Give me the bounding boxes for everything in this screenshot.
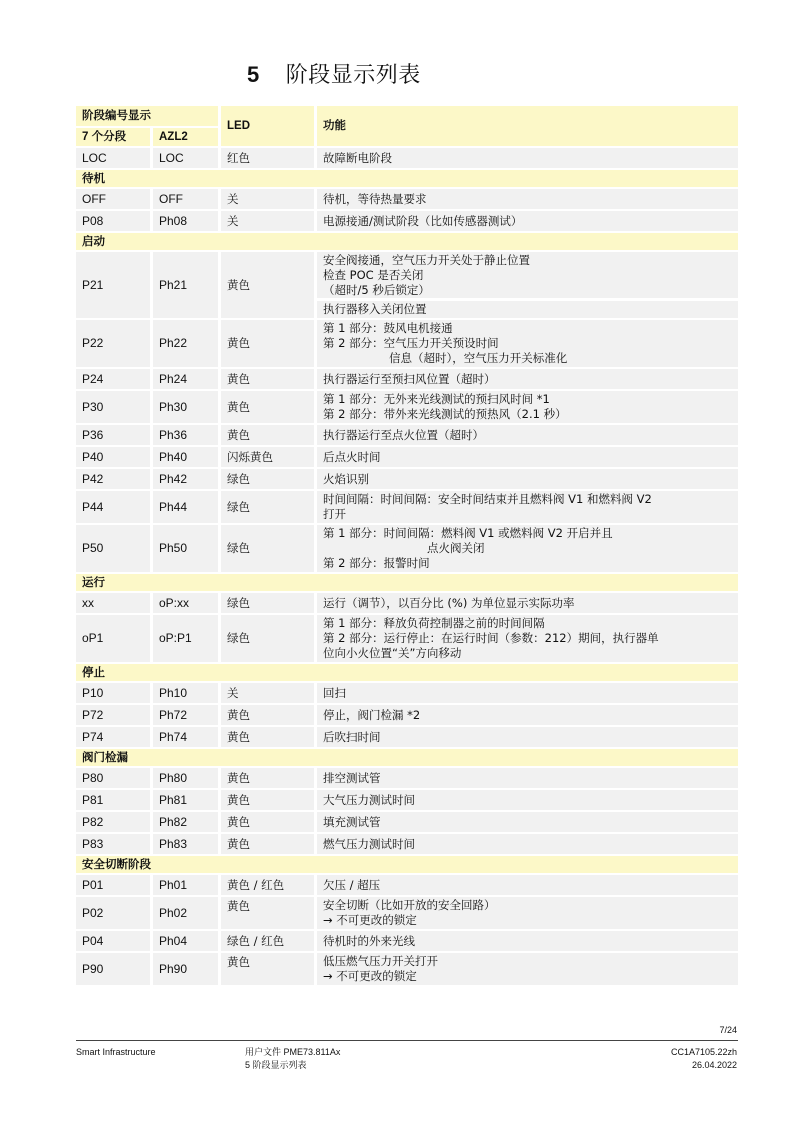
- footer-reference: [671, 1046, 737, 1072]
- led-state: 绿色: [218, 593, 314, 613]
- function-text: 回扫: [314, 683, 738, 703]
- function-text: 后点火时间: [314, 447, 738, 467]
- led-state: 黄色 / 红色: [218, 875, 314, 895]
- function-text: 填充测试管: [314, 812, 738, 832]
- table-row: [76, 790, 738, 810]
- function-text: 火焰识别: [314, 469, 738, 489]
- section-standby: 待机: [76, 170, 738, 187]
- table-row: [76, 705, 738, 725]
- led-state: 黄色: [218, 320, 314, 367]
- table-row: [76, 875, 738, 895]
- function-text: 停止，阀门检漏 *2: [314, 705, 738, 725]
- table-row: [76, 768, 738, 788]
- seg-code: P50: [76, 525, 150, 572]
- function-text: 执行器运行至预扫风位置（超时）: [314, 369, 738, 389]
- function-line: 第 2 部分：带外来光线测试的预热风（2.1 秒）: [323, 407, 567, 421]
- function-line: 位向小火位置“关”方向移动: [323, 646, 462, 660]
- seg-code: P42: [76, 469, 150, 489]
- table-header-row: [76, 106, 738, 126]
- azl-code: Ph04: [150, 931, 218, 951]
- azl-code: Ph02: [150, 897, 218, 929]
- led-state: 闪烁黄色: [218, 447, 314, 467]
- seg-code: P10: [76, 683, 150, 703]
- seg-code: P82: [76, 812, 150, 832]
- header-function: 功能: [314, 106, 738, 146]
- function-text: 待机时的外来光线: [314, 931, 738, 951]
- seg-code: P01: [76, 875, 150, 895]
- seg-code: P02: [76, 897, 150, 929]
- table-row: [76, 391, 738, 423]
- section-header: [76, 574, 738, 591]
- seg-code: oP1: [76, 615, 150, 662]
- footer-doc-title: 用户文件 PME73.811Ax: [245, 1047, 341, 1057]
- seg-code: xx: [76, 593, 150, 613]
- azl-code: Ph82: [150, 812, 218, 832]
- azl-code: Ph40: [150, 447, 218, 467]
- function-line: 信息（超时），空气压力开关标准化: [389, 351, 568, 365]
- header-azl2: AZL2: [150, 128, 218, 146]
- table-row: [76, 683, 738, 703]
- section-shutdown: 停止: [76, 664, 738, 681]
- function-line: 检查 POC 是否关闭: [323, 268, 424, 282]
- table-row: [76, 812, 738, 832]
- header-led: LED: [218, 106, 314, 146]
- table-row: [76, 897, 738, 929]
- table-row: [76, 491, 738, 523]
- led-state: 黄色: [218, 369, 314, 389]
- led-state: 黄色: [218, 727, 314, 747]
- section-operation: 运行: [76, 574, 738, 591]
- header-7seg: 7 个分段: [76, 128, 150, 146]
- function-line: 第 1 部分：鼓风电机接通: [323, 321, 453, 335]
- function-line: 第 1 部分：释放负荷控制器之前的时间间隔: [323, 616, 545, 630]
- function-text: 电源接通/测试阶段（比如传感器测试）: [314, 211, 738, 231]
- function-line: 打开: [323, 507, 346, 521]
- table-row: [76, 615, 738, 662]
- function-line: 第 2 部分：空气压力开关预设时间: [323, 336, 499, 350]
- azl-code: Ph80: [150, 768, 218, 788]
- azl-code: Ph24: [150, 369, 218, 389]
- led-state: 绿色: [218, 525, 314, 572]
- led-state: 黄色: [218, 812, 314, 832]
- function-text: [314, 391, 738, 423]
- seg-code: P04: [76, 931, 150, 951]
- azl-code: Ph44: [150, 491, 218, 523]
- function-line: 低压燃气压力开关打开: [323, 954, 438, 968]
- led-state: 黄色: [218, 705, 314, 725]
- azl-code: Ph08: [150, 211, 218, 231]
- function-line: 第 2 部分：运行停止：在运行时间（参数：212）期间，执行器单: [323, 631, 659, 645]
- function-text: [314, 491, 738, 523]
- section-header: [76, 856, 738, 873]
- table-row: [76, 593, 738, 613]
- led-state: 关: [218, 189, 314, 209]
- azl-code: Ph90: [150, 953, 218, 985]
- function-text: [314, 953, 738, 985]
- table-row: [76, 211, 738, 231]
- led-state: 黄色: [218, 425, 314, 445]
- table-row: [76, 469, 738, 489]
- led-state: 关: [218, 211, 314, 231]
- function-text: 故障断电阶段: [314, 148, 738, 168]
- led-state: 绿色: [218, 491, 314, 523]
- led-state: 黄色: [218, 953, 314, 985]
- azl-code: oP:P1: [150, 615, 218, 662]
- seg-code: P74: [76, 727, 150, 747]
- table-row: [76, 447, 738, 467]
- page-title: [247, 58, 421, 89]
- phase-display-table: [76, 104, 738, 987]
- azl-code: Ph22: [150, 320, 218, 367]
- function-line: → 不可更改的锁定: [323, 913, 417, 927]
- seg-code: P83: [76, 834, 150, 854]
- function-text: 大气压力测试时间: [314, 790, 738, 810]
- section-header: [76, 664, 738, 681]
- azl-code: Ph74: [150, 727, 218, 747]
- seg-code: P30: [76, 391, 150, 423]
- azl-code: Ph81: [150, 790, 218, 810]
- function-line: 安全切断（比如开放的安全回路）: [323, 898, 496, 912]
- function-text: 运行（调节），以百分比 (%) 为单位显示实际功率: [314, 593, 738, 613]
- section-header: [76, 749, 738, 766]
- function-text: [314, 525, 738, 572]
- led-state: 黄色: [218, 834, 314, 854]
- function-line: 时间间隔：时间间隔：安全时间结束并且燃料阀 V1 和燃料阀 V2: [323, 492, 652, 506]
- table-row: [76, 320, 738, 367]
- function-line: （超时/5 秒后锁定）: [323, 283, 430, 297]
- seg-code: P80: [76, 768, 150, 788]
- led-state: 黄色: [218, 790, 314, 810]
- footer-doc-number: CC1A7105.22zh: [670, 1047, 737, 1057]
- chapter-title: 阶段显示列表: [285, 63, 421, 88]
- led-state: 黄色: [218, 391, 314, 423]
- led-state: 绿色 / 红色: [218, 931, 314, 951]
- azl-code: Ph83: [150, 834, 218, 854]
- azl-code: Ph36: [150, 425, 218, 445]
- azl-code: Ph72: [150, 705, 218, 725]
- seg-code: P90: [76, 953, 150, 985]
- footer-divider: [76, 1040, 738, 1041]
- function-text: [314, 252, 738, 318]
- led-state: 绿色: [218, 469, 314, 489]
- table-row: [76, 148, 738, 168]
- azl-code: LOC: [150, 148, 218, 168]
- function-line: 点火阀关闭: [427, 541, 485, 555]
- table-row: [76, 189, 738, 209]
- led-state: 绿色: [218, 615, 314, 662]
- seg-code: LOC: [76, 148, 150, 168]
- seg-code: P81: [76, 790, 150, 810]
- led-state: 黄色: [218, 252, 314, 318]
- azl-code: OFF: [150, 189, 218, 209]
- table-row: [76, 525, 738, 572]
- function-text: [314, 615, 738, 662]
- azl-code: Ph21: [150, 252, 218, 318]
- azl-code: Ph01: [150, 875, 218, 895]
- table-row: [76, 252, 738, 318]
- function-line: 执行器移入关闭位置: [317, 298, 738, 317]
- led-state: 黄色: [218, 768, 314, 788]
- section-startup: 启动: [76, 233, 738, 250]
- function-line: 安全阀接通，空气压力开关处于静止位置: [323, 253, 530, 267]
- function-text: 执行器运行至点火位置（超时）: [314, 425, 738, 445]
- table-row: [76, 931, 738, 951]
- azl-code: Ph30: [150, 391, 218, 423]
- function-line: → 不可更改的锁定: [323, 969, 417, 983]
- function-text: 欠压 / 超压: [314, 875, 738, 895]
- section-header: [76, 170, 738, 187]
- led-state: 关: [218, 683, 314, 703]
- footer-company: Smart Infrastructure: [76, 1047, 156, 1057]
- function-text: 待机，等待热量要求: [314, 189, 738, 209]
- azl-code: oP:xx: [150, 593, 218, 613]
- led-state: 红色: [218, 148, 314, 168]
- seg-code: P22: [76, 320, 150, 367]
- seg-code: P21: [76, 252, 150, 318]
- function-text: [314, 320, 738, 367]
- seg-code: P08: [76, 211, 150, 231]
- table-row: [76, 425, 738, 445]
- table-row: [76, 834, 738, 854]
- table-row: [76, 953, 738, 985]
- function-text: [314, 897, 738, 929]
- seg-code: OFF: [76, 189, 150, 209]
- footer-document: [245, 1046, 340, 1072]
- table-row: [76, 369, 738, 389]
- azl-code: Ph10: [150, 683, 218, 703]
- section-safety: 安全切断阶段: [76, 856, 738, 873]
- seg-code: P40: [76, 447, 150, 467]
- seg-code: P24: [76, 369, 150, 389]
- footer-date: 26.04.2022: [691, 1060, 737, 1070]
- function-text: 后吹扫时间: [314, 727, 738, 747]
- chapter-number: 5: [247, 62, 260, 87]
- footer-chapter: 5 阶段显示列表: [245, 1060, 307, 1070]
- function-text: 燃气压力测试时间: [314, 834, 738, 854]
- seg-code: P44: [76, 491, 150, 523]
- page-number: 7/24: [719, 1025, 737, 1035]
- table-row: [76, 727, 738, 747]
- seg-code: P72: [76, 705, 150, 725]
- azl-code: Ph50: [150, 525, 218, 572]
- function-line: 第 1 部分：无外来光线测试的预扫风时间 *1: [323, 392, 550, 406]
- header-phase-display: 阶段编号显示: [76, 106, 218, 126]
- function-line: 第 2 部分：报警时间: [323, 556, 430, 570]
- seg-code: P36: [76, 425, 150, 445]
- led-state: 黄色: [218, 897, 314, 929]
- section-valve-check: 阀门检漏: [76, 749, 738, 766]
- section-header: [76, 233, 738, 250]
- function-line: 第 1 部分：时间间隔：燃料阀 V1 或燃料阀 V2 开启并且: [323, 526, 613, 540]
- function-text: 排空测试管: [314, 768, 738, 788]
- azl-code: Ph42: [150, 469, 218, 489]
